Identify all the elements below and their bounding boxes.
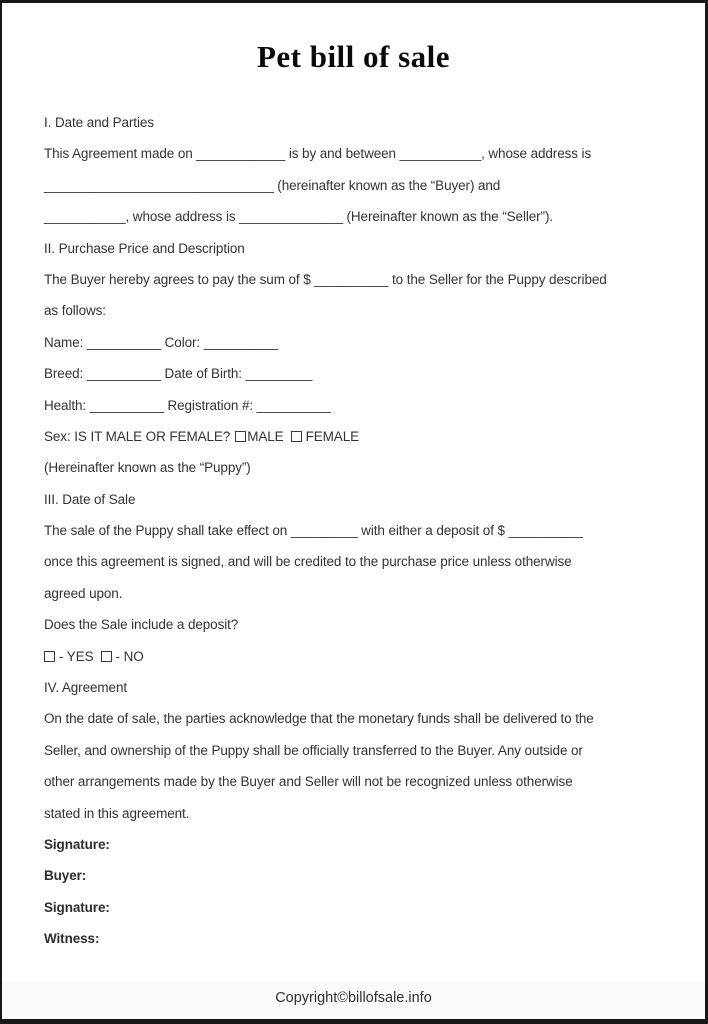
checkbox-yes[interactable]	[44, 651, 55, 662]
agreement-date-parties-line: This Agreement made on ____________ is by and between ___________, whose address is	[44, 146, 592, 162]
agreed-upon-line: agreed upon.	[44, 585, 123, 601]
sex-line	[44, 421, 675, 452]
male-label: MALE	[247, 428, 284, 444]
witness-label: Witness:	[44, 931, 100, 947]
footer-copyright: Copyright©billofsale.info	[2, 981, 705, 1019]
breed-dob-line: Breed: __________ Date of Birth: _________	[44, 366, 313, 382]
seller-address-line: ___________, whose address is ______________ (Hereinafter known as the “Seller”).	[44, 209, 553, 225]
page-title: Pet bill of sale	[256, 39, 451, 74]
sale-effect-line: The sale of the Puppy shall take effect on _________ with either a deposit of $ __________	[44, 523, 583, 539]
agreement-line-1: On the date of sale, the parties acknowledge that the monetary funds shall be delivered to the	[44, 711, 594, 727]
document-body	[44, 107, 675, 955]
no-label: - NO	[115, 648, 144, 664]
yes-label: - YES	[59, 648, 94, 664]
deposit-question-line: Does the Sale include a deposit?	[44, 617, 239, 633]
witness-signature-label: Signature:	[44, 899, 110, 915]
checkbox-male[interactable]	[235, 431, 246, 442]
deposit-yes-no-line	[44, 641, 675, 672]
name-color-line: Name: __________ Color: __________	[44, 334, 278, 350]
credited-line: once this agreement is signed, and will be credited to the purchase price unless otherwise	[44, 554, 572, 570]
sex-question-label: Sex: IS IT MALE OR FEMALE?	[44, 428, 231, 444]
health-registration-line: Health: __________ Registration #: __________	[44, 397, 331, 413]
agreement-line-4: stated in this agreement.	[44, 805, 190, 821]
checkbox-female[interactable]	[291, 431, 302, 442]
purchase-price-line: The Buyer hereby agrees to pay the sum of $ __________ to the Seller for the Puppy described	[44, 271, 607, 287]
as-follows-line: as follows:	[44, 303, 106, 319]
buyer-signature-label: Signature:	[44, 836, 110, 852]
female-label: FEMALE	[305, 428, 360, 444]
puppy-alias-line: (Hereinafter known as the “Puppy”)	[44, 460, 251, 476]
agreement-line-3: other arrangements made by the Buyer and Seller will not be recognized unless otherwise	[44, 774, 573, 790]
section2-heading: II. Purchase Price and Description	[44, 240, 245, 256]
section4-heading: IV. Agreement	[44, 680, 128, 696]
checkbox-no[interactable]	[101, 651, 112, 662]
section3-heading: III. Date of Sale	[44, 491, 136, 507]
agreement-line-2: Seller, and ownership of the Puppy shall be officially transferred to the Buyer. Any outside or	[44, 742, 583, 758]
section1-heading: I. Date and Parties	[44, 115, 154, 130]
buyer-address-line: _______________________________ (hereinafter known as the “Buyer) and	[44, 177, 501, 193]
buyer-label: Buyer:	[44, 868, 87, 884]
